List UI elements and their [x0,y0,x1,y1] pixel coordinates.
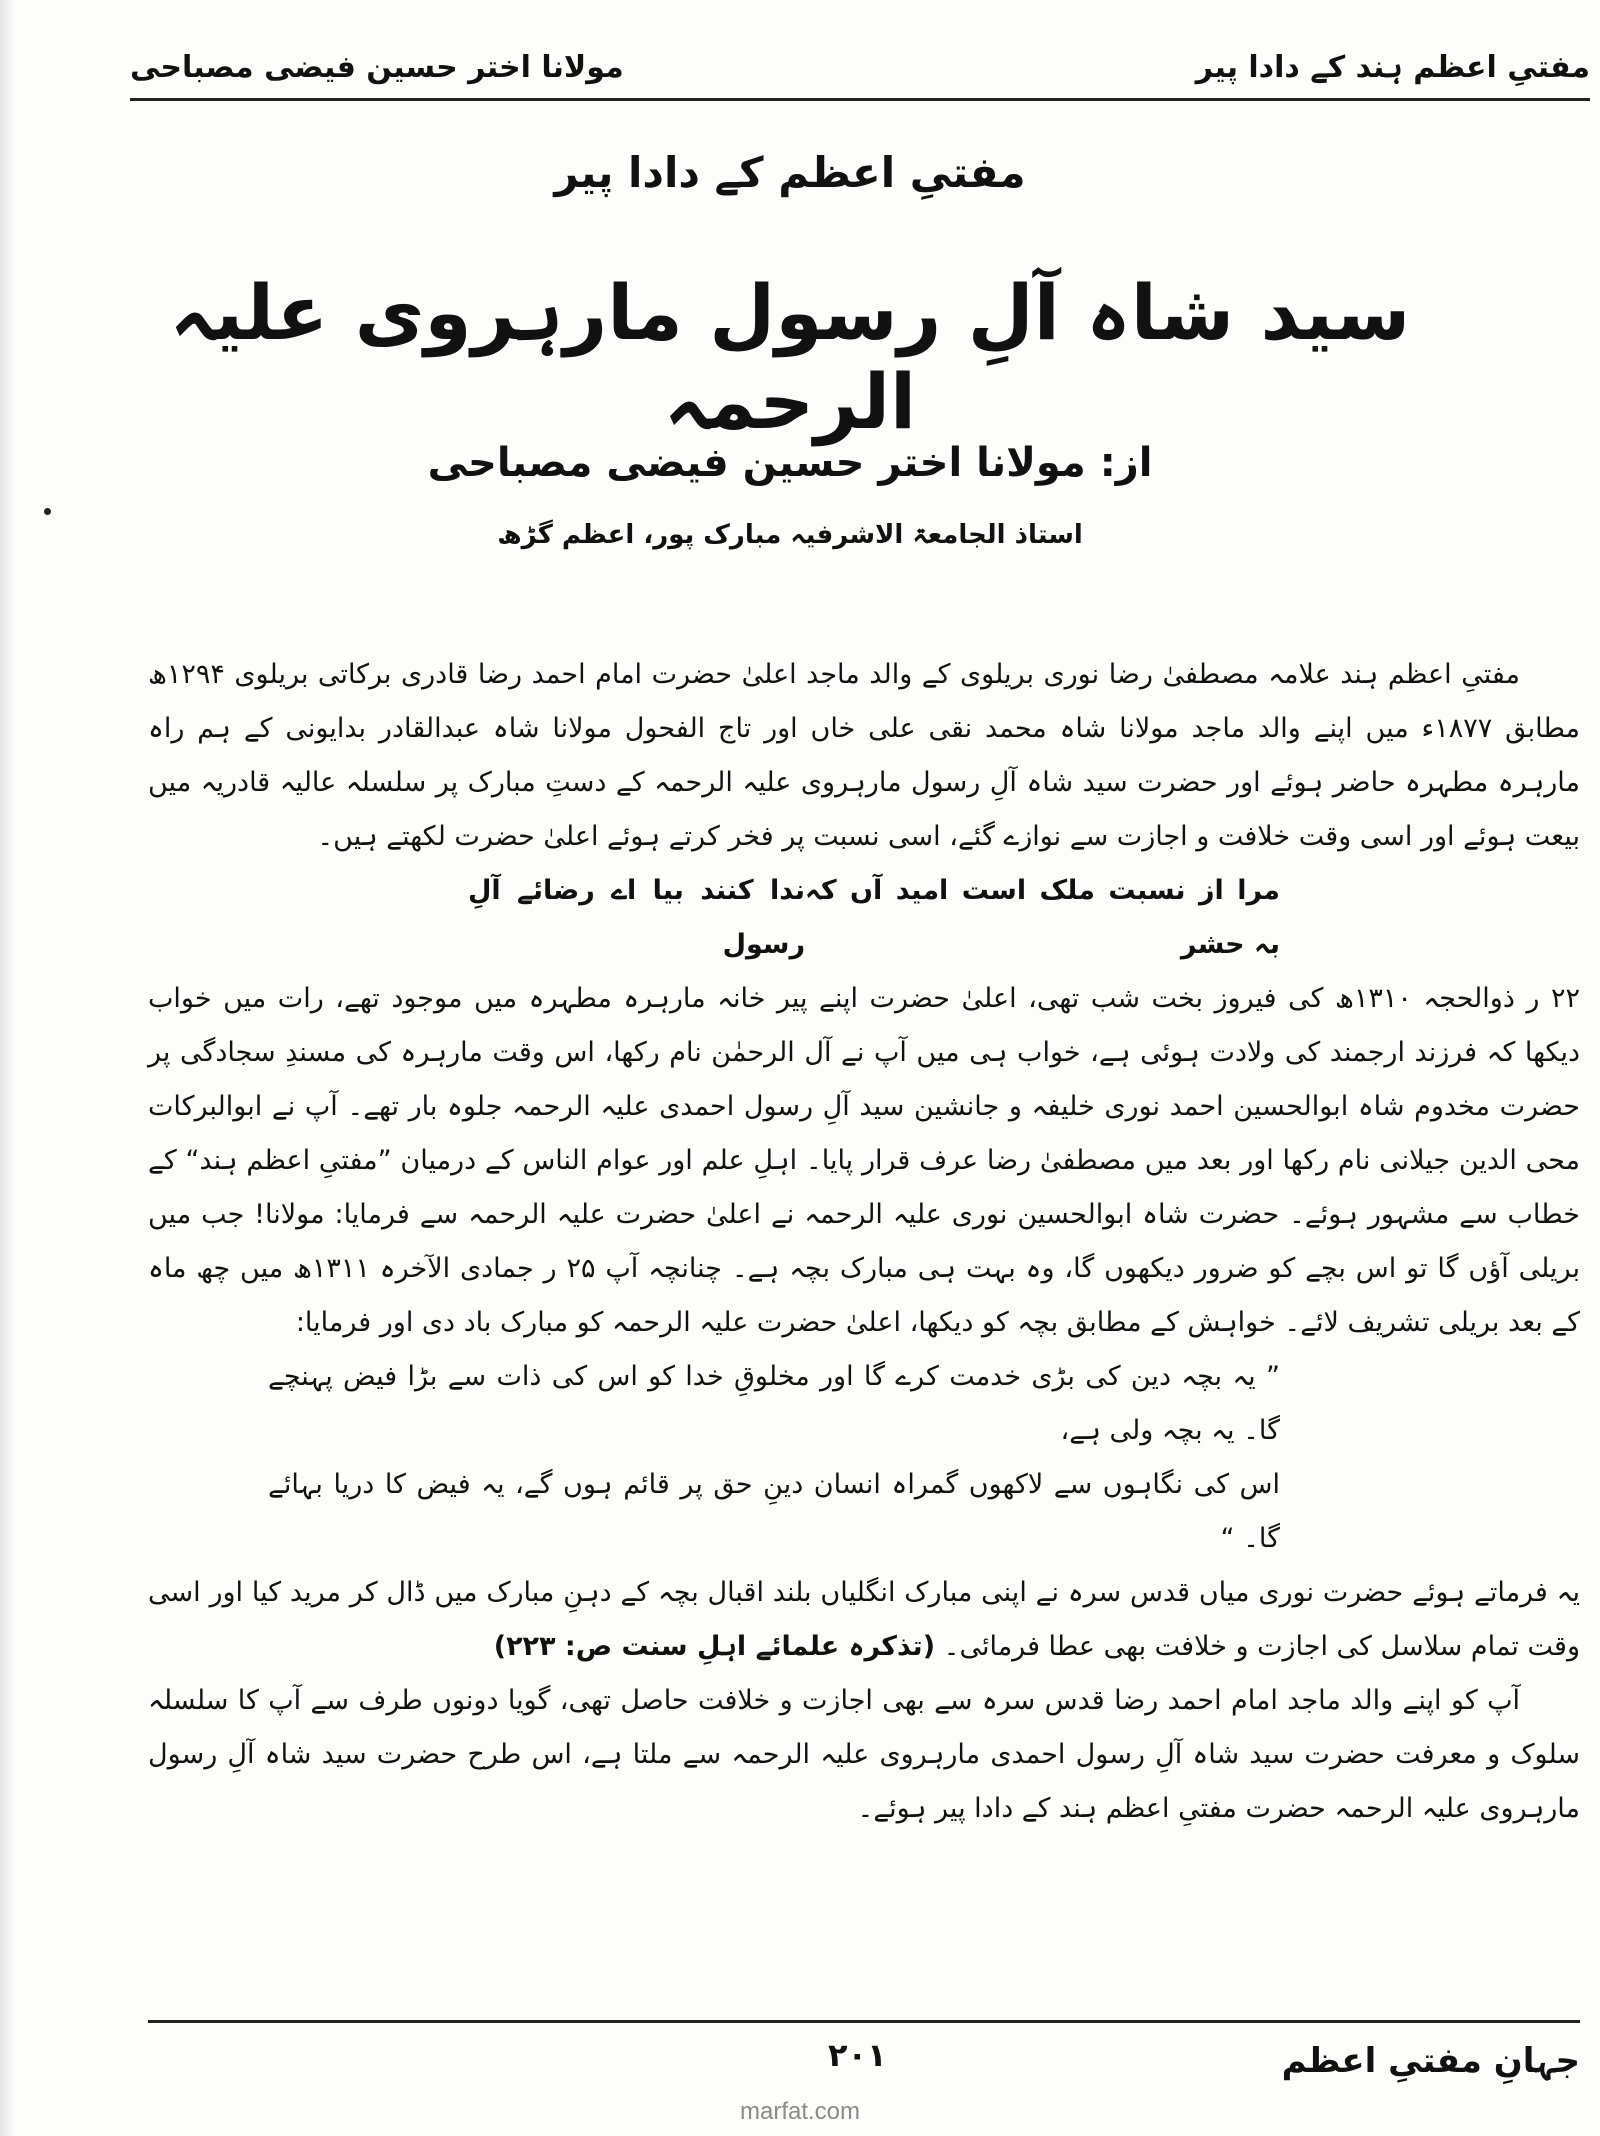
scan-speck [44,508,51,515]
running-header [130,38,1590,98]
couplet-second-hemistich: ندا کنند بیا اے رضائے آلِ رسول [468,875,806,960]
page-footer [148,2034,1580,2094]
author-affiliation: استاذ الجامعۃ الاشرفیہ مبارک پور، اعظم گڑھ [497,520,1083,550]
paragraph-1: مفتیِ اعظم ہند علامہ مصطفیٰ رضا نوری بریلوی کے والد ماجد اعلیٰ حضرت امام احمد رضا قادری برکاتی بریلوی ۱۲۹۴ھ مطابق ۱۸۷۷ء میں اپنے والد ماجد مولانا شاہ محمد نقی علی خاں اور تاج الفحول مولانا شاہ عبدالقادر بدایونی کے ہم راہ مارہرہ مطہرہ حاضر ہوئے اور حضرت سید شاہ آلِ رسول مارہروی علیہ الرحمہ کے دستِ مبارک پر سلسلہ عالیہ قادریہ میں بیعت ہوئے اور اسی وقت خلافت و اجازت سے نوازے گئے، اسی نسبت پر فخر کرتے ہوئے اعلیٰ حضرت لکھتے ہیں۔ [148,659,1580,852]
couplet-first-hemistich: مرا از نسبت ملک است امید آں کہ بہ حشر [805,875,1280,960]
footer-rule [148,2020,1580,2023]
article-kicker: مفتیِ اعظم کے دادا پیر [554,148,1026,197]
article-body [148,648,1580,1836]
page-number: ۲۰۱ [828,2036,887,2074]
paragraph-3 [148,1566,1580,1674]
article-byline: از: مولانا اختر حسین فیضی مصباحی [427,440,1153,486]
paragraph-3-text: یہ فرماتے ہوئے حضرت نوری میاں قدس سرہ نے اپنی مبارک انگلیاں بلند اقبال بچہ کے دہنِ مبارک میں ڈال کر مرید کیا اور اسی وقت تمام سلاسل کی اجازت و خلافت بھی عطا فرمائی۔ [148,1577,1580,1662]
paragraph-4: آپ کو اپنے والد ماجد امام احمد رضا قدس سرہ سے بھی اجازت و خلافت حاصل تھی، گویا دونوں طرف سے آپ کا سلسلہ سلوک و معرفت حضرت سید شاہ آلِ رسول احمدی مارہروی علیہ الرحمہ سے ملتا ہے، اس طرح حضرت سید شاہ آلِ رسول مارہروی علیہ الرحمہ حضرت مفتیِ اعظم ہند کے دادا پیر ہوئے۔ [148,1685,1580,1824]
header-rule [130,98,1590,101]
scan-edge-shadow [0,0,14,2136]
block-quote [148,1350,1580,1566]
quote-line-1: ” یہ بچہ دین کی بڑی خدمت کرے گا اور مخلوقِ خدا کو اس کی ذات سے بڑا فیض پہنچے گا۔ یہ بچہ ولی ہے، [268,1361,1280,1446]
persian-couplet [148,864,1580,972]
footer-book-title: جہانِ مفتیِ اعظم [1281,2041,1580,2081]
article-title: سید شاہ آلِ رسول مارہروی علیہ الرحمہ [169,268,1411,446]
running-header-author: مولانا اختر حسین فیضی مصباحی [130,50,624,85]
site-watermark: marfat.com [739,2098,861,2125]
quote-line-2: اس کی نگاہوں سے لاکھوں گمراہ انسان دینِ حق پر قائم ہوں گے، یہ فیض کا دریا بہائے گا۔ “ [268,1469,1280,1554]
citation: (تذکرہ علمائے اہلِ سنت ص: ۲۲۳) [493,1631,936,1662]
paragraph-2: ۲۲ ر ذوالحجہ ۱۳۱۰ھ کی فیروز بخت شب تھی، اعلیٰ حضرت اپنے پیر خانہ مارہرہ مطہرہ میں موجود تھے، رات میں خواب دیکھا کہ فرزند ارجمند کی ولادت ہوئی ہے، خواب ہی میں آپ نے آل الرحمٰن نام رکھا، اس وقت مارہرہ کی مسندِ سجادگی پر حضرت مخدوم شاہ ابوالحسین احمد نوری خلیفہ و جانشین سید آلِ رسول احمدی علیہ الرحمہ جلوہ بار تھے۔ آپ نے ابوالبرکات محی الدین جیلانی نام رکھا اور بعد میں مصطفیٰ رضا عرف قرار پایا۔ اہلِ علم اور عوام الناس کے درمیان ”مفتیِ اعظم ہند“ کے خطاب سے مشہور ہوئے۔ حضرت شاہ ابوالحسین نوری علیہ الرحمہ نے اعلیٰ حضرت علیہ الرحمہ سے فرمایا: مولانا! جب میں بریلی آؤں گا تو اس بچے کو ضرور دیکھوں گا، وہ بہت ہی مبارک بچہ ہے۔ چنانچہ آپ ۲۵ ر جمادی الآخرہ ۱۳۱۱ھ میں چھ ماہ کے بعد بریلی تشریف لائے۔ خواہش کے مطابق بچہ کو دیکھا، اعلیٰ حضرت علیہ الرحمہ کو مبارک باد دی اور فرمایا: [148,983,1580,1338]
running-header-title: مفتیِ اعظم ہند کے دادا پیر [1195,50,1590,85]
